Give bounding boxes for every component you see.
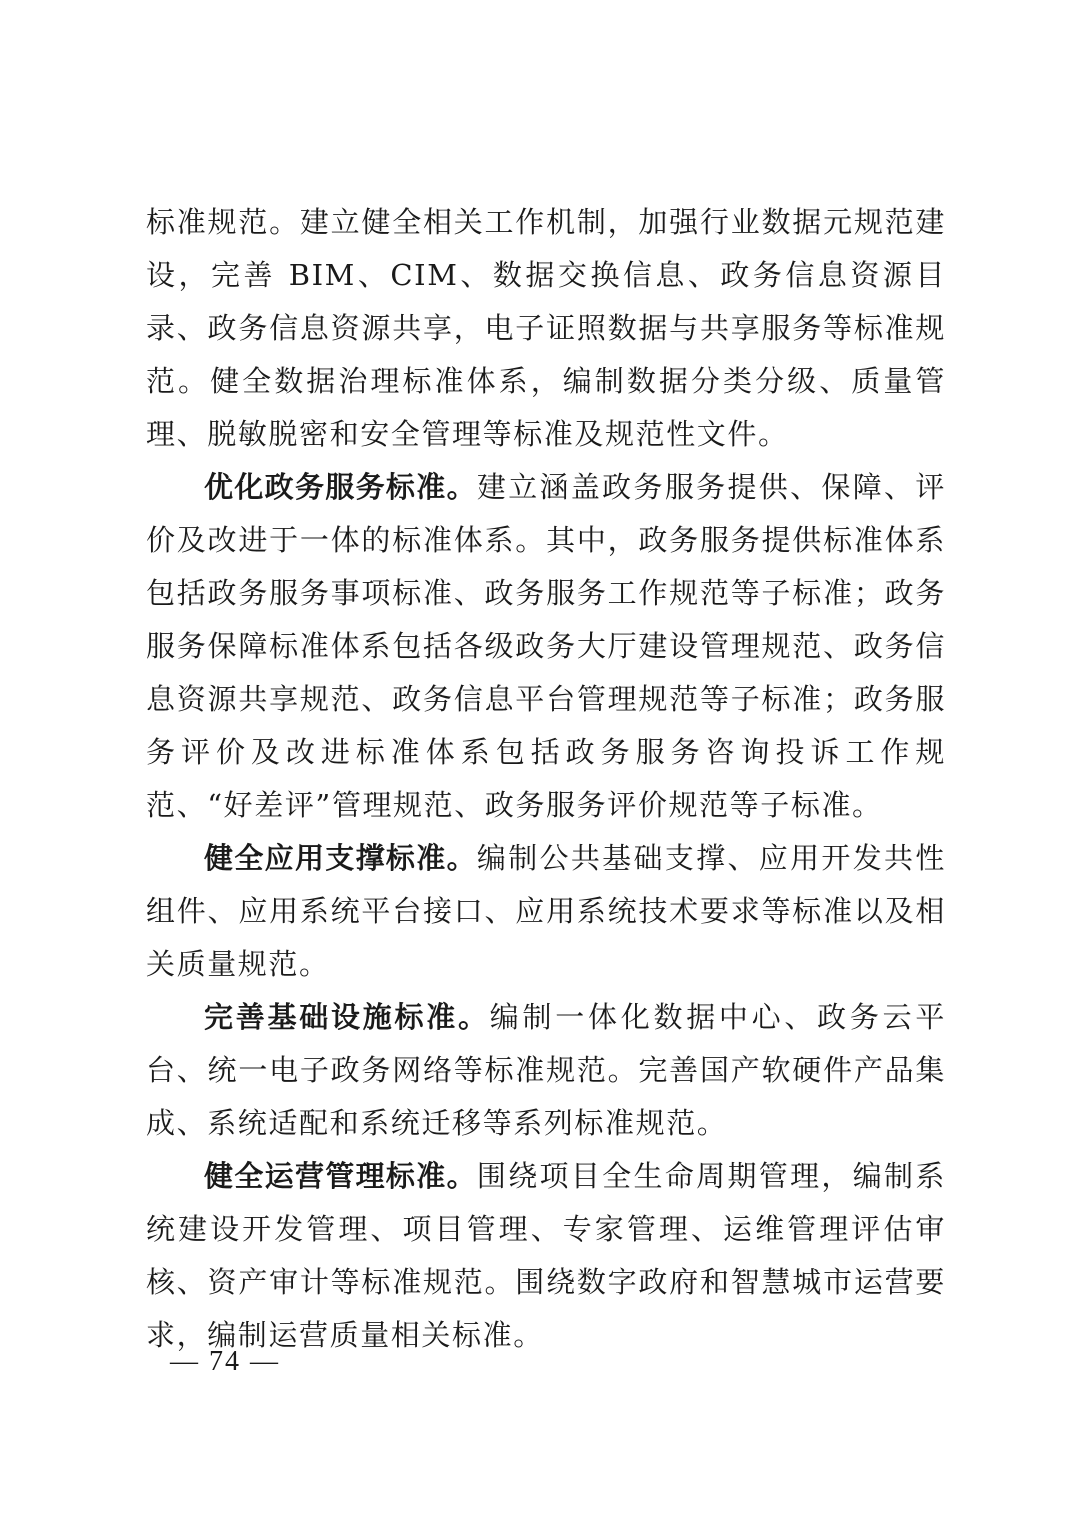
paragraph-application-support-standards bbox=[146, 832, 946, 991]
paragraph-lead: 健全应用支撑标准。 bbox=[204, 841, 477, 875]
paragraph-lead: 优化政务服务标准。 bbox=[204, 470, 477, 504]
paragraph-operation-management-standards bbox=[146, 1150, 946, 1362]
paragraph-government-service-standards bbox=[146, 461, 946, 832]
body-text bbox=[146, 196, 946, 1362]
paragraph-lead: 健全运营管理标准。 bbox=[204, 1159, 477, 1193]
paragraph-lead: 完善基础设施标准。 bbox=[204, 1000, 490, 1034]
paragraph-body: 围绕项目全生命周期管理，编制系统建设开发管理、项目管理、专家管理、运维管理评估审核、资产审计等标准规范。围绕数字政府和智慧城市运营要求，编制运营质量相关标准。 bbox=[146, 1159, 946, 1352]
paragraph-body: 编制公共基础支撑、应用开发共性组件、应用系统平台接口、应用系统技术要求等标准以及相关质量规范。 bbox=[146, 841, 946, 981]
paragraph-continuation bbox=[146, 196, 946, 461]
page-number: — 74 — bbox=[170, 1346, 280, 1377]
paragraph-body: 编制一体化数据中心、政务云平台、统一电子政务网络等标准规范。完善国产软硬件产品集成、系统适配和系统迁移等系列标准规范。 bbox=[146, 1000, 947, 1140]
paragraph-body: 建立涵盖政务服务提供、保障、评价及改进于一体的标准体系。其中，政务服务提供标准体系包括政务服务事项标准、政务服务工作规范等子标准；政务服务保障标准体系包括各级政务大厅建设管理规范、政务信息资源共享规范、政务信息平台管理规范等子标准；政务服务评价及改进标准体系包括政务服务咨询投诉工作规范、“好差评”管理规范、政务服务评价规范等子标准。 bbox=[146, 470, 946, 822]
paragraph-body: 标准规范。建立健全相关工作机制，加强行业数据元规范建设，完善 BIM、CIM、数据交换信息、政务信息资源目录、政务信息资源共享，电子证照数据与共享服务等标准规范。健全数据治理标准体系，编制数据分类分级、质量管理、脱敏脱密和安全管理等标准及规范性文件。 bbox=[146, 205, 946, 451]
paragraph-infrastructure-standards bbox=[146, 991, 946, 1150]
